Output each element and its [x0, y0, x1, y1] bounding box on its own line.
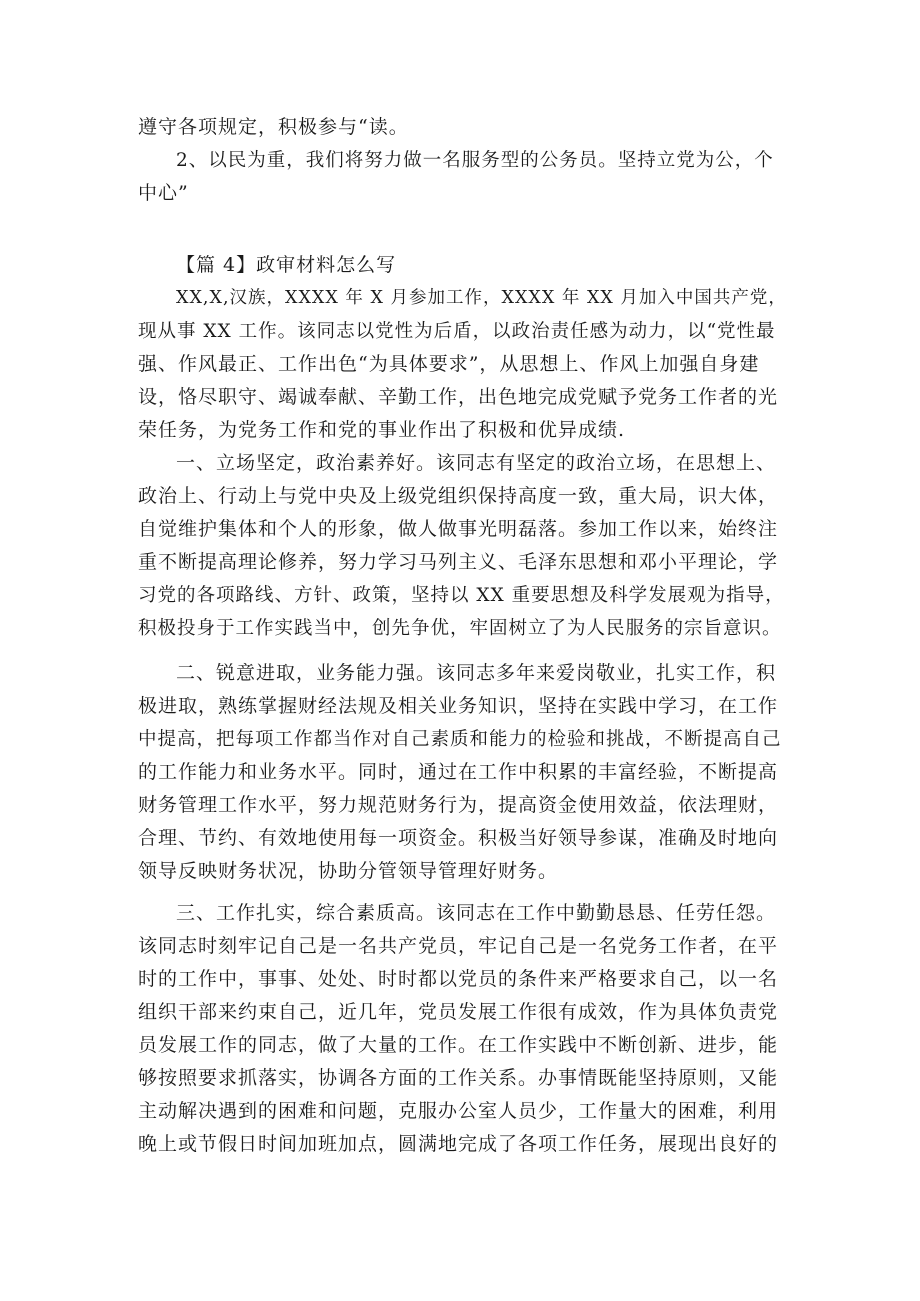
intro-line-1: 遵守各项规定，积极参与“读。	[138, 116, 409, 138]
intro-line-3: 中心”	[138, 182, 189, 204]
paragraph-line: 该同志时刻牢记自己是一名共产党员，牢记自己是一名党务工作者，在平	[138, 935, 779, 957]
paragraph-line: 主动解决遇到的困难和问题，克服办公室人员少，工作量大的困难，利用	[138, 1100, 779, 1122]
paragraph-line: 现从事 XX 工作。该同志以党性为后盾，以政治责任感为动力，以“党性最	[138, 321, 776, 342]
paragraph-line: 设，恪尽职守、竭诚奉献、辛勤工作，出色地完成党赋予党务工作者的光	[138, 386, 779, 408]
paragraph-line: 一、立场坚定，政治素养好。该同志有坚定的政治立场，在思想上、	[176, 452, 777, 474]
paragraph-line: 三、工作扎实，综合素质高。该同志在工作中勤勤恳恳、任劳任怨。	[176, 902, 777, 924]
paragraph-line: 二、锐意进取，业务能力强。该同志多年来爱岗敬业，扎实工作，积	[176, 662, 777, 684]
intro-block	[138, 111, 788, 210]
paragraph-2	[138, 447, 788, 645]
paragraph-line: 时的工作中，事事、处处、时时都以党员的条件来严格要求自己，以一名	[138, 968, 779, 990]
paragraph-line: 领导反映财务状况，协助分管领导管理好财务。	[138, 860, 559, 882]
paragraph-line: 极进取，熟练掌握财经法规及相关业务知识，坚持在实践中学习，在工作	[138, 695, 779, 717]
paragraph-line: 财务管理工作水平，努力规范财务行为，提高资金使用效益，依法理财，	[138, 794, 779, 816]
paragraph-line: 中提高，把每项工作都当作对自己素质和能力的检验和挑战，不断提高自己	[138, 729, 782, 750]
paragraph-line: 强、作风最正、工作出色“为具体要求”，从思想上、作风上加强自身建	[138, 353, 760, 375]
paragraph-line: 合理、节约、有效地使用每一项资金。积极当好领导参谋，准确及时地向	[138, 827, 779, 849]
paragraph-line: 习党的各项路线、方针、政策，坚持以 XX 重要思想及科学发展观为指导，	[138, 585, 785, 606]
paragraph-line: 员发展工作的同志，做了大量的工作。在工作实践中不断创新、进步，能	[138, 1034, 779, 1056]
paragraph-line: 重不断提高理论修养，努力学习马列主义、毛泽东思想和邓小平理论，学	[138, 551, 779, 573]
paragraph-1	[138, 282, 788, 447]
paragraph-4	[138, 897, 788, 1161]
paragraph-line: 组织干部来约束自己，近几年，党员发展工作很有成效，作为具体负责党	[138, 1001, 779, 1023]
paragraph-line: XX,X,汉族，XXXX 年 X 月参加工作，XXXX 年 XX 月加入中国共产党，	[176, 288, 787, 308]
paragraph-line: 政治上、行动上与党中央及上级党组织保持高度一致，重大局，识大体，	[138, 485, 779, 507]
paragraph-line: 晚上或节假日时间加班加点，圆满地完成了各项工作任务，展现出良好的	[138, 1133, 779, 1155]
intro-line-2: 2、以民为重，我们将努力做一名服务型的公务员。坚持立党为公，个	[176, 150, 774, 171]
paragraph-line: 荣任务，为党务工作和党的事业作出了积极和优异成绩.	[138, 419, 626, 441]
paragraph-line: 积极投身于工作实践当中，创先争优，牢固树立了为人民服务的宗旨意识。	[138, 618, 782, 639]
paragraph-line: 自觉维护集体和个人的形象，做人做事光明磊落。参加工作以来，始终注	[138, 518, 779, 540]
paragraph-line: 的工作能力和业务水平。同时，通过在工作中积累的丰富经验，不断提高	[138, 761, 779, 783]
section-heading: 【篇 4】政审材料怎么写	[176, 254, 397, 276]
paragraph-3	[138, 657, 788, 888]
paragraph-line: 够按照要求抓落实，协调各方面的工作关系。办事情既能坚持原则，又能	[138, 1067, 779, 1089]
